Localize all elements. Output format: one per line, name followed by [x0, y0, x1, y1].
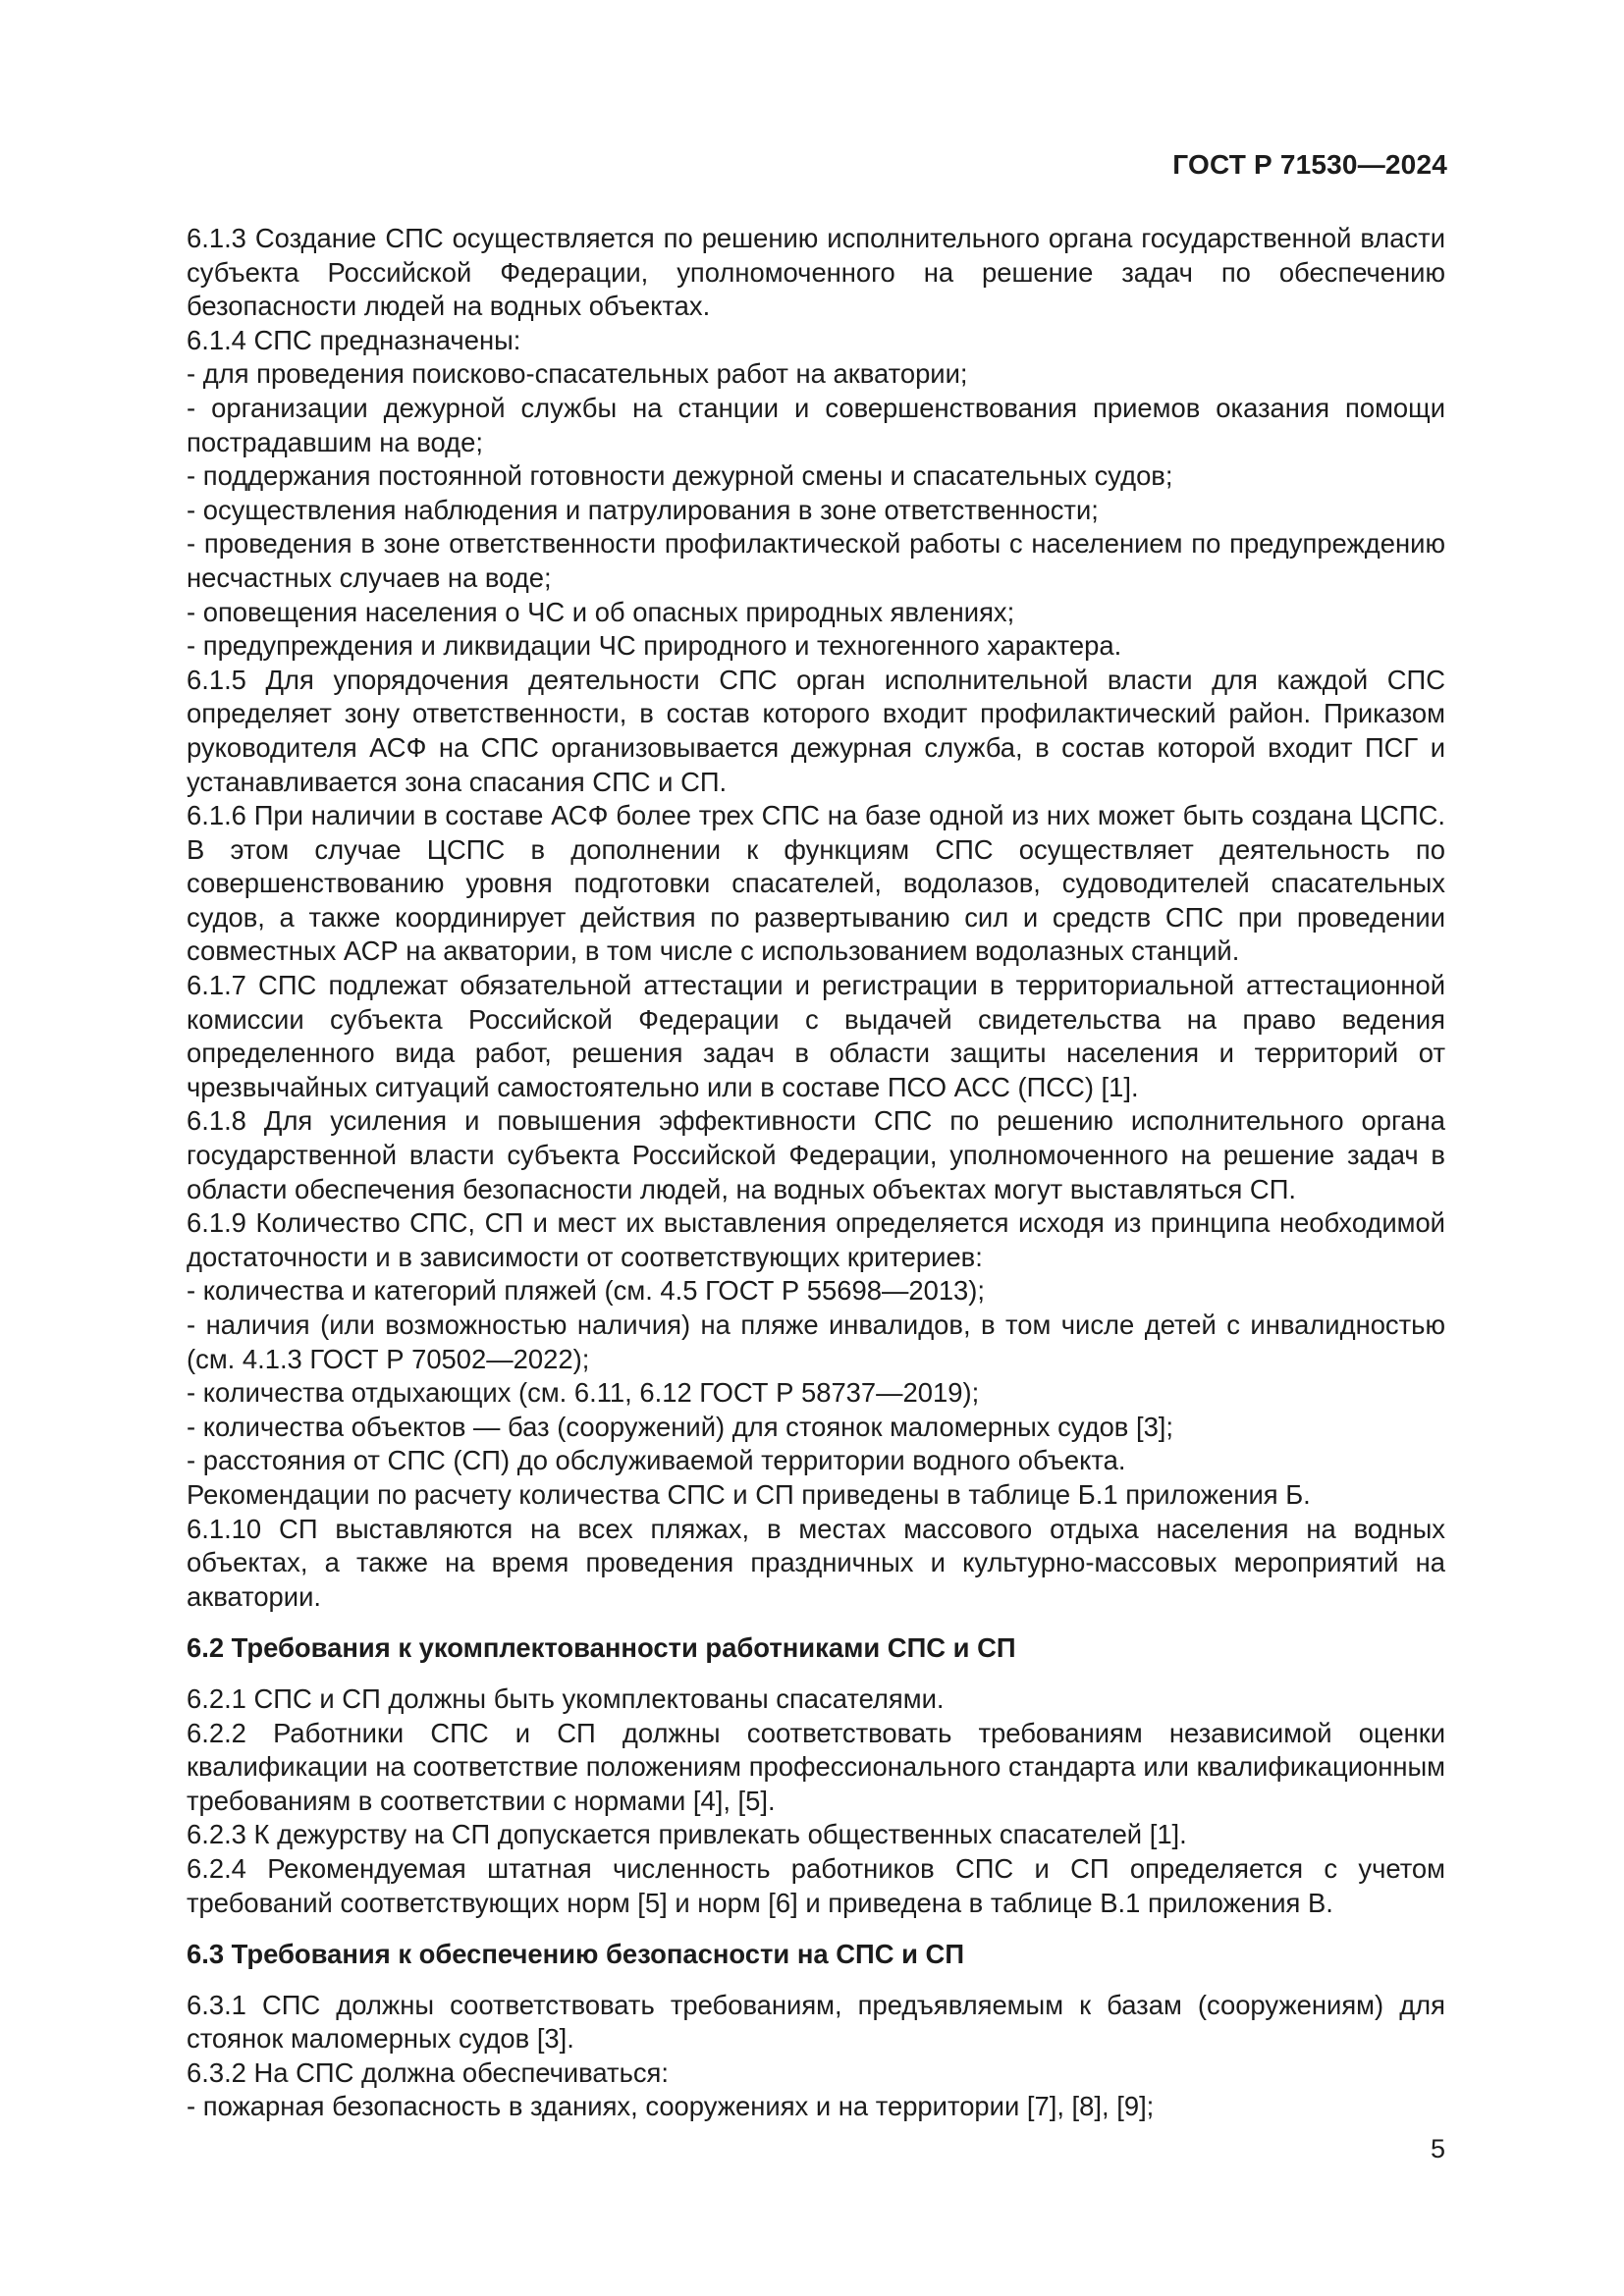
paragraph-recommendations: Рекомендации по расчету количества СПС и СП приведены в таблице Б.1 приложения Б. [187, 1478, 1311, 1510]
list-item: - пожарная безопасность в зданиях, сооружениях и на территории [7], [8], [9]; [187, 2091, 1155, 2122]
paragraph-6-1-5: 6.1.5 Для упорядочения деятельности СПС орган исполнительной власти для каждой СПС определяет зону ответственности, в состав которого входит профилактический район. Приказом руководителя АСФ на СПС организовывается дежурная служба, в состав которой входит ПСГ и устанавливается зона спасания СПС и СП. [187, 664, 1445, 797]
paragraph-6-3-2: 6.3.2 На СПС должна обеспечиваться: [187, 2056, 669, 2088]
list-item: - проведения в зоне ответственности профилактической работы с населением по предупреждению несчастных случаев на воде; [187, 528, 1445, 593]
paragraph-6-1-9: 6.1.9 Количество СПС, СП и мест их выставления определяется исходя из принципа необходимой достаточности и в зависимости от соответствующих критериев: [187, 1207, 1445, 1272]
page-number: 5 [1430, 2134, 1445, 2163]
paragraph-6-1-6: 6.1.6 При наличии в составе АСФ более трех СПС на базе одной из них может быть создана ЦСПС. В этом случае ЦСПС в дополнении к функциям СПС осуществляет деятельность по совершенствованию уровня подготовки спасателей, водолазов, судоводителей спасательных судов, а также координирует действия по развертыванию сил и средств СПС при проведении совместных АСР на акватории, в том числе с использованием водолазных станций. [187, 800, 1445, 967]
list-item: - расстояния от СПС (СП) до обслуживаемой территории водного объекта. [187, 1445, 1126, 1476]
list-item: - количества объектов — баз (сооружений) для стоянок маломерных судов [3]; [187, 1411, 1174, 1442]
list-item: - оповещения населения о ЧС и об опасных природных явлениях; [187, 596, 1015, 627]
section-heading-6-3: 6.3 Требования к обеспечению безопасности на СПС и СП [187, 1939, 964, 1970]
paragraph-6-1-4: 6.1.4 СПС предназначены: [187, 324, 521, 355]
document-body [175, 222, 1445, 2124]
paragraph-6-1-7: 6.1.7 СПС подлежат обязательной аттестации и регистрации в территориальной аттестационной комиссии субъекта Российской Федерации с выдачей свидетельства на право ведения определенного вида работ, решения задач в области защиты населения и территорий от чрезвычайных ситуаций самостоятельно или в составе ПСО АСС (ПСС) [1]. [187, 970, 1445, 1102]
list-item: - наличия (или возможностью наличия) на пляже инвалидов, в том числе детей с инвалидностью (см. 4.1.3 ГОСТ Р 70502—2022); [187, 1309, 1445, 1374]
paragraph-6-1-3: 6.1.3 Создание СПС осуществляется по решению исполнительного органа государственной власти субъекта Российской Федерации, уполномоченного на решение задач по обеспечению безопасности людей на водных объектах. [187, 223, 1445, 322]
list-item: - поддержания постоянной готовности дежурной смены и спасательных судов; [187, 460, 1173, 492]
paragraph-6-1-8: 6.1.8 Для усиления и повышения эффективности СПС по решению исполнительного органа государственной власти субъекта Российской Федерации, уполномоченного на решение задач в области обеспечения безопасности людей, на водных объектах могут выставляться СП. [187, 1105, 1445, 1204]
list-item: - осуществления наблюдения и патрулирования в зоне ответственности; [187, 494, 1099, 525]
paragraph-6-2-3: 6.2.3 К дежурству на СП допускается привлекать общественных спасателей [1]. [187, 1819, 1187, 1850]
section-heading-6-2: 6.2 Требования к укомплектованности работниками СПС и СП [187, 1632, 1016, 1664]
list-item: - предупреждения и ликвидации ЧС природного и техногенного характера. [187, 630, 1122, 662]
paragraph-6-2-1: 6.2.1 СПС и СП должны быть укомплектованы спасателями. [187, 1682, 945, 1714]
paragraph-6-2-4: 6.2.4 Рекомендуемая штатная численность работников СПС и СП определяется с учетом требований соответствующих норм [5] и норм [6] и приведена в таблице В.1 приложения В. [187, 1852, 1445, 1918]
paragraph-6-2-2: 6.2.2 Работники СПС и СП должны соответствовать требованиям независимой оценки квалификации на соответствие положениям профессионального стандарта или квалификационным требованиям в соответствии с нормами [4], [5]. [187, 1717, 1445, 1816]
document-header-standard-code: ГОСТ Р 71530—2024 [1172, 149, 1447, 180]
list-item: - организации дежурной службы на станции и совершенствования приемов оказания помощи пострадавшим на воде; [187, 392, 1445, 457]
list-item: - количества и категорий пляжей (см. 4.5 ГОСТ Р 55698—2013); [187, 1275, 986, 1307]
list-item: - для проведения поисково-спасательных работ на акватории; [187, 358, 968, 390]
paragraph-6-3-1: 6.3.1 СПС должны соответствовать требованиям, предъявляемым к базам (сооружениям) для стоянок маломерных судов [3]. [187, 1989, 1445, 2055]
list-item: - количества отдыхающих (см. 6.11, 6.12 ГОСТ Р 58737—2019); [187, 1377, 980, 1409]
paragraph-6-1-10: 6.1.10 СП выставляются на всех пляжах, в местах массового отдыха населения на водных объектах, а также на время проведения праздничных и культурно-массовых мероприятий на акватории. [187, 1513, 1445, 1612]
